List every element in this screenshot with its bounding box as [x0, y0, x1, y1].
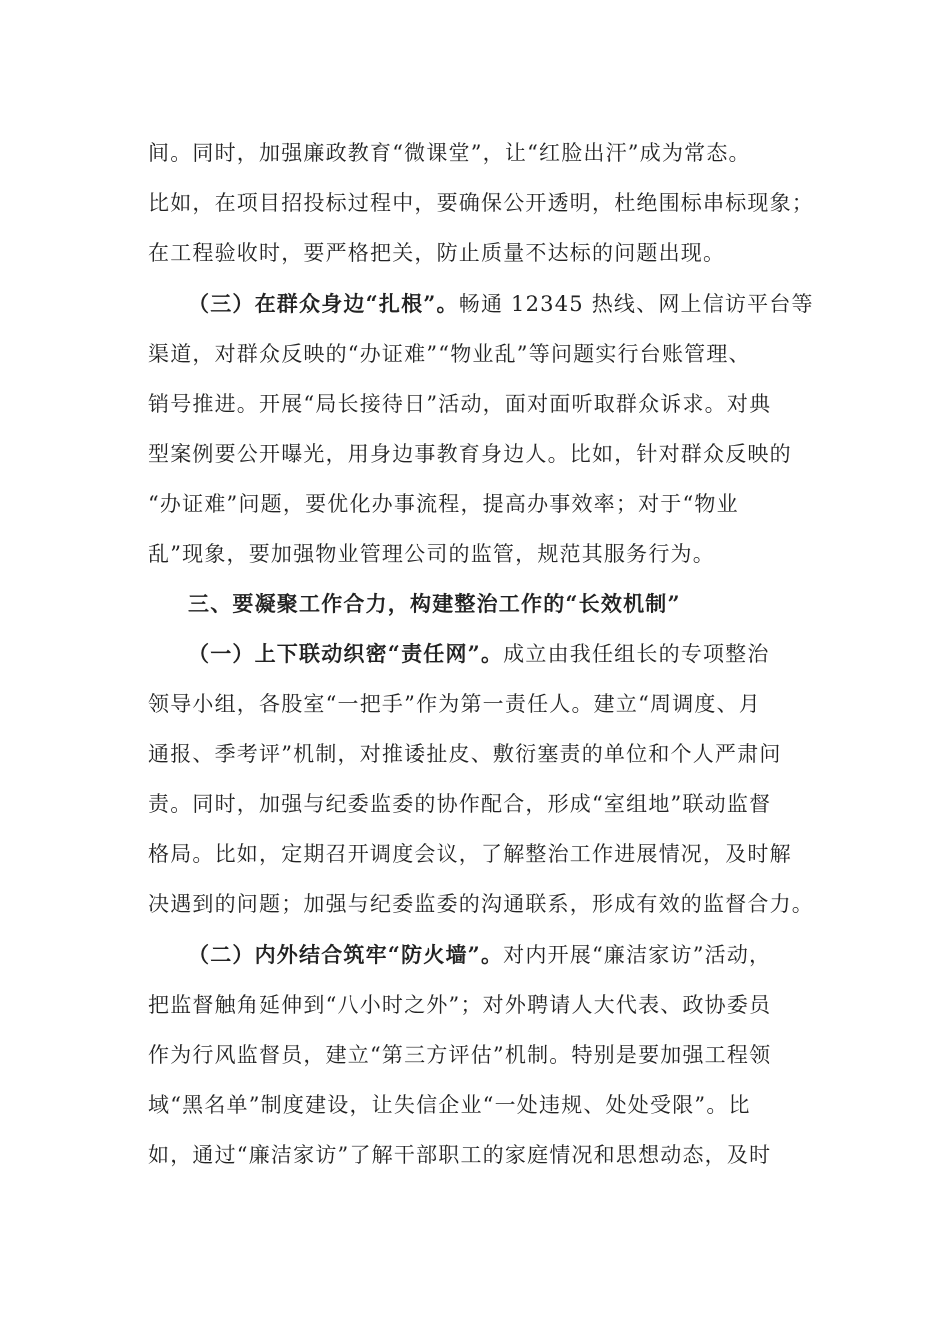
body-line: 渠道，对群众反映的“办证难”“物业乱”等问题实行台账管理、	[148, 342, 751, 366]
body-text: 畅通 12345 热线、网上信访平台等	[458, 292, 814, 316]
subheading-paragraph-line	[188, 290, 814, 318]
body-line: 责。同时，加强与纪委监委的协作配合，形成“室组地”联动监督	[148, 792, 772, 816]
body-line: 型案例要公开曝光，用身边事教育身边人。比如，针对群众反映的	[148, 442, 792, 466]
subheading-2: （二）内外结合筑牢“防火墙”。	[188, 942, 504, 967]
subheading-paragraph-line	[188, 941, 771, 969]
body-line: 把监督触角延伸到“八小时之外”；对外聘请人大代表、政协委员	[148, 993, 772, 1017]
body-line: 比如，在项目招投标过程中，要确保公开透明，杜绝围标串标现象；	[148, 191, 814, 215]
body-line: 在工程验收时，要严格把关，防止质量不达标的问题出现。	[148, 241, 726, 265]
body-line: 格局。比如，定期召开调度会议，了解整治工作进展情况，及时解	[148, 842, 792, 866]
body-line: 领导小组，各股室“一把手”作为第一责任人。建立“周调度、月	[148, 692, 762, 716]
body-line: 作为行风监督员，建立“第三方评估”机制。特别是要加强工程领	[148, 1043, 772, 1067]
subheading-1: （一）上下联动织密“责任网”。	[188, 641, 504, 666]
body-text: 成立由我任组长的专项整治	[503, 642, 770, 666]
body-line: 如，通过“廉洁家访”了解干部职工的家庭情况和思想动态，及时	[148, 1143, 772, 1167]
body-line: 通报、季考评”机制，对推诿扯皮、敷衍塞责的单位和个人严肃问	[148, 742, 782, 766]
body-line: 域“黑名单”制度建设，让失信企业“一处违规、处处受限”。比	[148, 1093, 751, 1117]
subheading-paragraph-line	[188, 640, 770, 668]
body-text: 对内开展“廉洁家访”活动，	[503, 943, 772, 967]
body-line: 乱”现象，要加强物业管理公司的监管，规范其服务行为。	[148, 542, 715, 566]
body-line: “办证难”问题，要优化办事流程，提高办事效率；对于“物业	[148, 492, 739, 516]
body-line: 决遇到的问题；加强与纪委监委的沟通联系，形成有效的监督合力。	[148, 892, 814, 916]
subheading-3: （三）在群众身边“扎根”。	[188, 291, 459, 316]
body-line: 间。同时，加强廉政教育“微课堂”，让“红脸出汗”成为常态。	[148, 141, 751, 165]
body-line: 销号推进。开展“局长接待日”活动，面对面听取群众诉求。对典	[148, 392, 772, 416]
section-heading: 三、要凝聚工作合力，构建整治工作的“长效机制”	[188, 591, 681, 616]
